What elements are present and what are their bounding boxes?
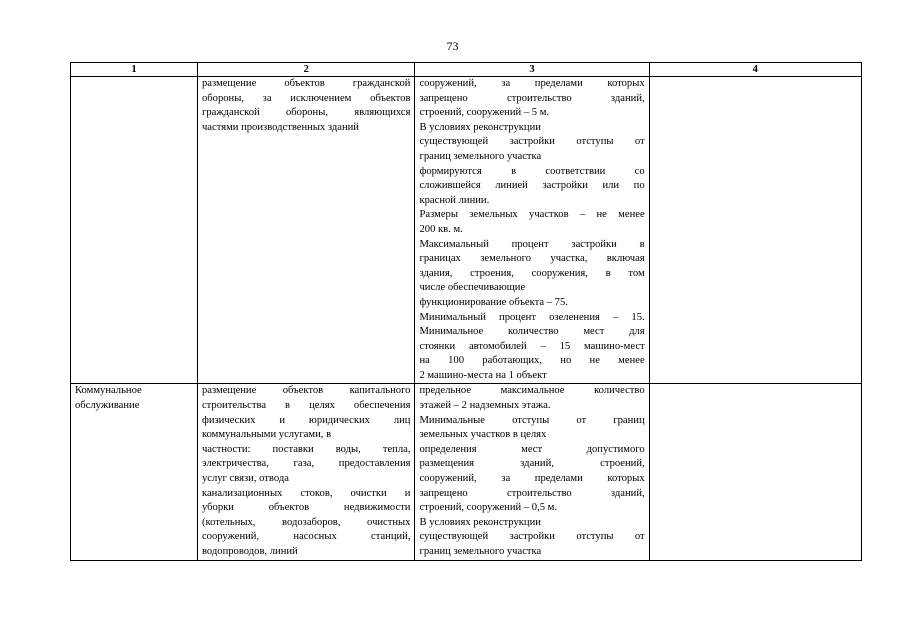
- column-header-4: 4: [649, 63, 861, 77]
- cell-line: Минимальный процент озеленения – 15.: [419, 311, 645, 323]
- page-number: 73: [446, 39, 459, 53]
- cell-line: сооружений, насосных станций,: [201, 531, 411, 543]
- cell-line: обороны, за исключением объектов: [201, 92, 411, 104]
- cell-line: этажей – 2 надземных этажа.: [419, 400, 551, 412]
- cell-line: существующей застройки отступы от: [419, 531, 645, 543]
- cell-line: функционирование объекта – 75.: [419, 296, 568, 308]
- cell-line: электричества, газа, предоставления: [201, 458, 411, 470]
- cell-line: границ земельного участка: [419, 546, 542, 557]
- header-row: [71, 63, 862, 77]
- cell-line: границ земельного участка: [419, 150, 542, 162]
- cell-line: размещение объектов гражданской: [201, 78, 411, 89]
- cell-line: запрещено строительство зданий,: [419, 92, 645, 104]
- cell-line: формируются в соответствии со: [419, 165, 645, 177]
- cell-line: стоянки автомобилей – 15 машино-мест: [419, 340, 645, 352]
- cell-line: числе обеспечивающие: [419, 282, 526, 294]
- table-row: [71, 77, 862, 384]
- table-cell-3: [415, 384, 649, 560]
- cell-line: частями производственных зданий: [201, 121, 359, 133]
- table-cell-1: [71, 384, 198, 560]
- cell-line: определения мест допустимого: [419, 443, 645, 455]
- cell-line: здания, строения, сооружения, в том: [419, 267, 645, 279]
- column-header-2: 2: [197, 63, 415, 77]
- table-cell-1: [71, 77, 198, 384]
- cell-line: уборки объектов недвижимости: [201, 502, 411, 514]
- cell-line: коммунальными услугами, в: [201, 429, 332, 441]
- regulations-table: [70, 62, 862, 561]
- cell-line: 2 машино-места на 1 объект: [419, 369, 547, 381]
- cell-line: канализационных стоков, очистки и: [201, 487, 411, 499]
- cell-line: физических и юридических лиц: [201, 414, 411, 426]
- cell-line: строений, сооружений – 0,5 м.: [419, 502, 558, 514]
- cell-line: 200 кв. м.: [419, 223, 463, 235]
- cell-line: земельных участков в целях: [419, 429, 547, 441]
- cell-line: гражданской обороны, являющихся: [201, 107, 411, 119]
- cell-line: сложившейся линией застройки или по: [419, 180, 645, 192]
- cell-line: Максимальный процент застройки в: [419, 238, 645, 250]
- cell-line: существующей застройки отступы от: [419, 136, 645, 148]
- cell-line: размещения зданий, строений,: [419, 458, 645, 470]
- cell-line: границах земельного участка, включая: [419, 253, 645, 265]
- cell-line: частности: поставки воды, тепла,: [201, 443, 411, 455]
- cell-line: обслуживание: [75, 400, 140, 412]
- cell-line: Размеры земельных участков – не менее: [419, 209, 645, 221]
- table-cell-2: [197, 77, 415, 384]
- cell-line: В условиях реконструкции: [419, 121, 541, 133]
- cell-line: услуг связи, отвода: [201, 473, 289, 485]
- cell-line: строительства в целях обеспечения: [201, 400, 411, 412]
- cell-line: красной линии.: [419, 194, 490, 206]
- table-body: [71, 77, 862, 561]
- table-cell-4: [649, 384, 861, 560]
- cell-line: сооружений, за пределами которых: [419, 473, 645, 485]
- column-header-3: 3: [415, 63, 649, 77]
- cell-line: водопроводов, линий: [201, 546, 298, 557]
- cell-line: Минимальное количество мест для: [419, 326, 645, 338]
- cell-line: Коммунальное: [75, 385, 142, 397]
- cell-line: на 100 работающих, но не менее: [419, 355, 645, 367]
- cell-line: Минимальные отступы от границ: [419, 414, 645, 426]
- cell-line: строений, сооружений – 5 м.: [419, 107, 550, 119]
- table-cell-2: [197, 384, 415, 560]
- column-header-1: 1: [71, 63, 198, 77]
- table-cell-3: [415, 77, 649, 384]
- cell-line: размещение объектов капитального: [201, 385, 411, 397]
- table-row: [71, 384, 862, 560]
- cell-line: (котельных, водозаборов, очистных: [201, 516, 411, 528]
- cell-line: предельное максимальное количество: [419, 385, 645, 397]
- cell-line: сооружений, за пределами которых: [419, 78, 645, 89]
- table-cell-4: [649, 77, 861, 384]
- cell-line: запрещено строительство зданий,: [419, 487, 645, 499]
- cell-line: В условиях реконструкции: [419, 516, 541, 528]
